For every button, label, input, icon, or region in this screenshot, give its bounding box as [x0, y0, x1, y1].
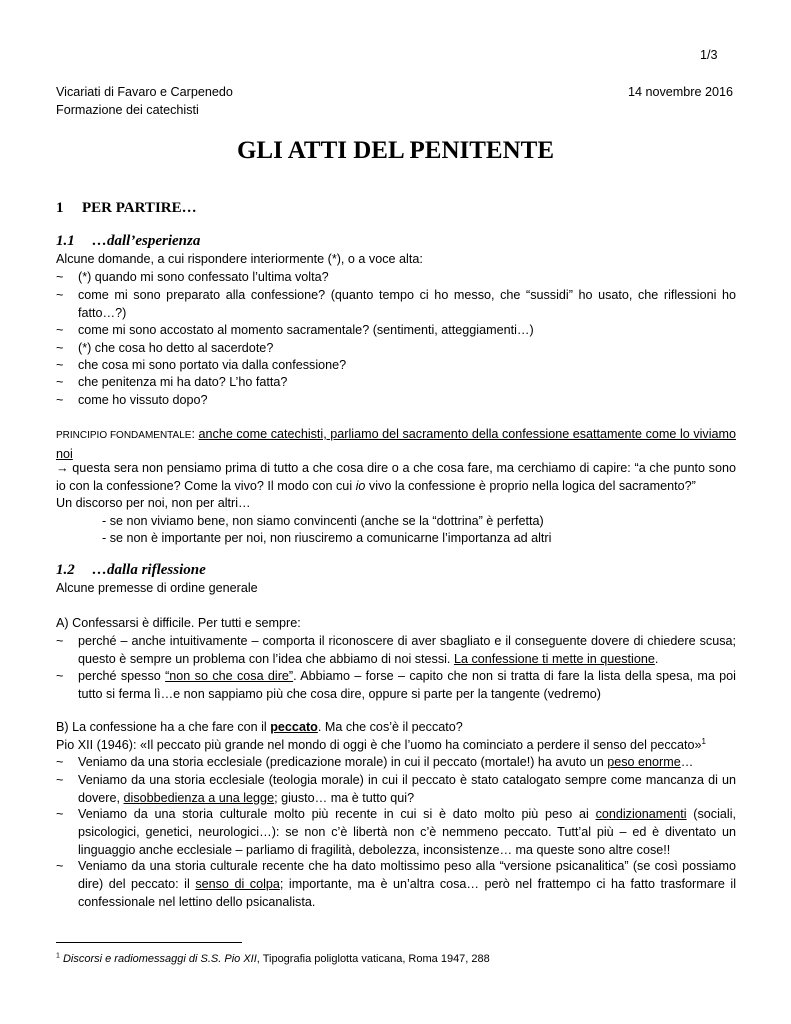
bullet-icon: ~ — [56, 634, 64, 648]
list-item-text-end: ; giusto… ma è tutto qui? — [274, 791, 415, 805]
bullet-icon: ~ — [56, 773, 64, 787]
section-1-2-intro: Alcune premesse di ordine generale — [56, 581, 258, 595]
list-item — [78, 857, 736, 911]
list-item — [78, 632, 736, 668]
principle-summary: Un discorso per noi, non per altri… — [56, 496, 251, 510]
section-1-1-number: 1.1 — [56, 233, 75, 249]
bullet-icon: ~ — [56, 288, 64, 302]
principle-paragraph-text: questa sera non pensiamo prima di tutto a che cosa dire o a che cosa fare, ma cerchiamo di capire: “a che punto sono io con la confessione? Come la vivo? Il modo con cui — [56, 461, 736, 493]
section-1-heading: PER PARTIRE… — [82, 200, 197, 216]
point-a-heading: A) Confessarsi è difficile. Per tutti e sempre: — [56, 616, 301, 630]
header-date: 14 novembre 2016 — [627, 85, 733, 99]
list-item — [78, 753, 736, 771]
footnote-text: , Tipografia poliglotta vaticana, Roma 1947, 288 — [256, 953, 490, 965]
footnote-separator — [56, 942, 242, 943]
list-item — [78, 667, 736, 703]
underlined-phrase: “non so che cosa dire” — [165, 669, 294, 683]
bullet-icon: ~ — [56, 755, 64, 769]
list-item-text-end: . Abbiamo – forse – capito che non si tratta di fare la lista della spesa, ma poi tutto si ferma lì…e non sappiamo più che cosa dire, oppure si parte per la tangente (vedremo) — [78, 669, 736, 701]
bullet-icon: ~ — [56, 341, 64, 355]
list-item-text-end: . — [654, 652, 659, 666]
bullet-icon: ~ — [56, 859, 64, 873]
underlined-phrase: senso di colpa — [195, 877, 280, 891]
footnote — [56, 950, 490, 968]
principle-dash-item: - se non è importante per noi, non riusciremo a comunicarne l’importanza ad altri — [102, 531, 552, 545]
bullet-icon: ~ — [56, 323, 64, 337]
principle-paragraph — [56, 459, 736, 495]
bullet-icon: ~ — [56, 393, 64, 407]
underlined-phrase: disobbedienza a una legge — [123, 791, 275, 805]
list-item-text-end: ; importante, ma è un’altra cosa… però nel frattempo ci ha fatto trasformare il confessionale nel lettino dello psicanalista. — [78, 877, 737, 909]
bullet-icon: ~ — [56, 270, 64, 284]
principle-colon: : — [191, 427, 195, 441]
section-1-1-heading: …dall’esperienza — [92, 233, 201, 249]
bullet-icon: ~ — [56, 375, 64, 389]
footnote-number: 1 — [56, 952, 60, 960]
list-item-text: perché spesso — [78, 669, 166, 683]
principle-text: anche come catechisti, parliamo del sacramento della confessione esattamente come lo viviamo noi — [56, 427, 737, 461]
quote-text: Pio XII (1946): «Il peccato più grande nel mondo di oggi è che l’uomo ha cominciato a perdere il senso del peccato» — [56, 738, 702, 752]
list-item-text: perché – anche intuitivamente – comporta il riconoscere di aver sbagliato e il conseguente dovere di chiedere scusa; questo è sempre un problema con l’idea che abbiamo di noi stessi. — [78, 634, 736, 666]
principle-dash-item: - se non viviamo bene, non siamo convincenti (anche se la “dottrina” è perfetta) — [102, 514, 544, 528]
page-title: GLI ATTI DEL PENITENTE — [236, 137, 554, 164]
list-item-text: Veniamo da una storia ecclesiale (predicazione morale) in cui il peccato (mortale!) ha avuto un — [78, 755, 608, 769]
arrow-right-icon: → — [56, 461, 69, 475]
underlined-phrase: condizionamenti — [595, 807, 687, 821]
list-item — [78, 805, 736, 859]
list-item — [78, 771, 736, 807]
footnote-title: Discorsi e radiomessaggi di S.S. Pio XII — [62, 953, 257, 965]
list-item: come mi sono preparato alla confessione? (quanto tempo ci ho messo, che “sussidi” ho usato, che riflessioni ho fatto…?) — [78, 288, 736, 320]
point-b-text-end: . Ma che cos’è il peccato? — [317, 720, 463, 734]
point-b-text: B) La confessione ha a che fare con il — [56, 720, 271, 734]
list-item: (*) che cosa ho detto al sacerdote? — [78, 341, 274, 355]
underlined-phrase: peso enorme — [607, 755, 681, 769]
underlined-phrase: La confessione ti mette in questione — [453, 652, 655, 666]
bullet-icon: ~ — [56, 358, 64, 372]
list-item-text: Veniamo da una storia culturale molto più recente in cui si è dato molto più peso ai — [78, 807, 596, 821]
list-item: (*) quando mi sono confessato l’ultima volta? — [78, 270, 329, 284]
underlined-word-peccato: peccato — [270, 720, 318, 734]
principle-paragraph-text-end: vivo la confessione è proprio nella logica del sacramento?” — [365, 479, 696, 493]
list-item: come mi sono accostato al momento sacramentale? (sentimenti, atteggiamenti…) — [78, 323, 534, 337]
pio-xii-quote — [56, 736, 706, 754]
list-item: che penitenza mi ha dato? L’ho fatta? — [78, 375, 288, 389]
section-1-2-number: 1.2 — [56, 562, 75, 578]
principle-label: PRINCIPIO FONDAMENTALE — [56, 430, 192, 441]
principle-statement — [56, 425, 736, 463]
header-org-line1: Vicariati di Favaro e Carpenedo — [56, 85, 233, 99]
emphasis-io: io — [355, 479, 366, 493]
footnote-reference[interactable]: 1 — [701, 736, 706, 746]
list-item: che cosa mi sono portato via dalla confessione? — [78, 358, 347, 372]
section-1-1-intro: Alcune domande, a cui rispondere interiormente (*), o a voce alta: — [56, 252, 423, 266]
list-item-text: Veniamo da una storia ecclesiale (teologia morale) in cui il peccato è stato catalogato sempre come mancanza di un dovere, — [78, 773, 736, 805]
section-1-2-heading: …dalla riflessione — [92, 562, 206, 578]
list-item: come ho vissuto dopo? — [78, 393, 208, 407]
bullet-icon: ~ — [56, 807, 64, 821]
list-item-text: Veniamo da una storia culturale recente che ha dato moltissimo peso alla “versione psicanalitica” (se così possiamo dire) del peccato: il — [78, 859, 736, 891]
list-item-text-end: (sociali, psicologici, genetici, neurologici…): se non c’è libertà non c’è nemmeno peccato. Tutt’al più – ed è diventato un linguaggio anche ecclesiale – parliamo di fragilità, debolezza, inconsistenze… ma queste sono altre cose!! — [78, 807, 736, 857]
page-number: 1/3 — [700, 48, 718, 62]
list-item-text-end: … — [680, 755, 694, 769]
point-b-heading — [56, 718, 463, 736]
bullet-icon: ~ — [56, 669, 64, 683]
section-1-number: 1 — [56, 200, 64, 216]
header-org-line2: Formazione dei catechisti — [56, 103, 199, 117]
